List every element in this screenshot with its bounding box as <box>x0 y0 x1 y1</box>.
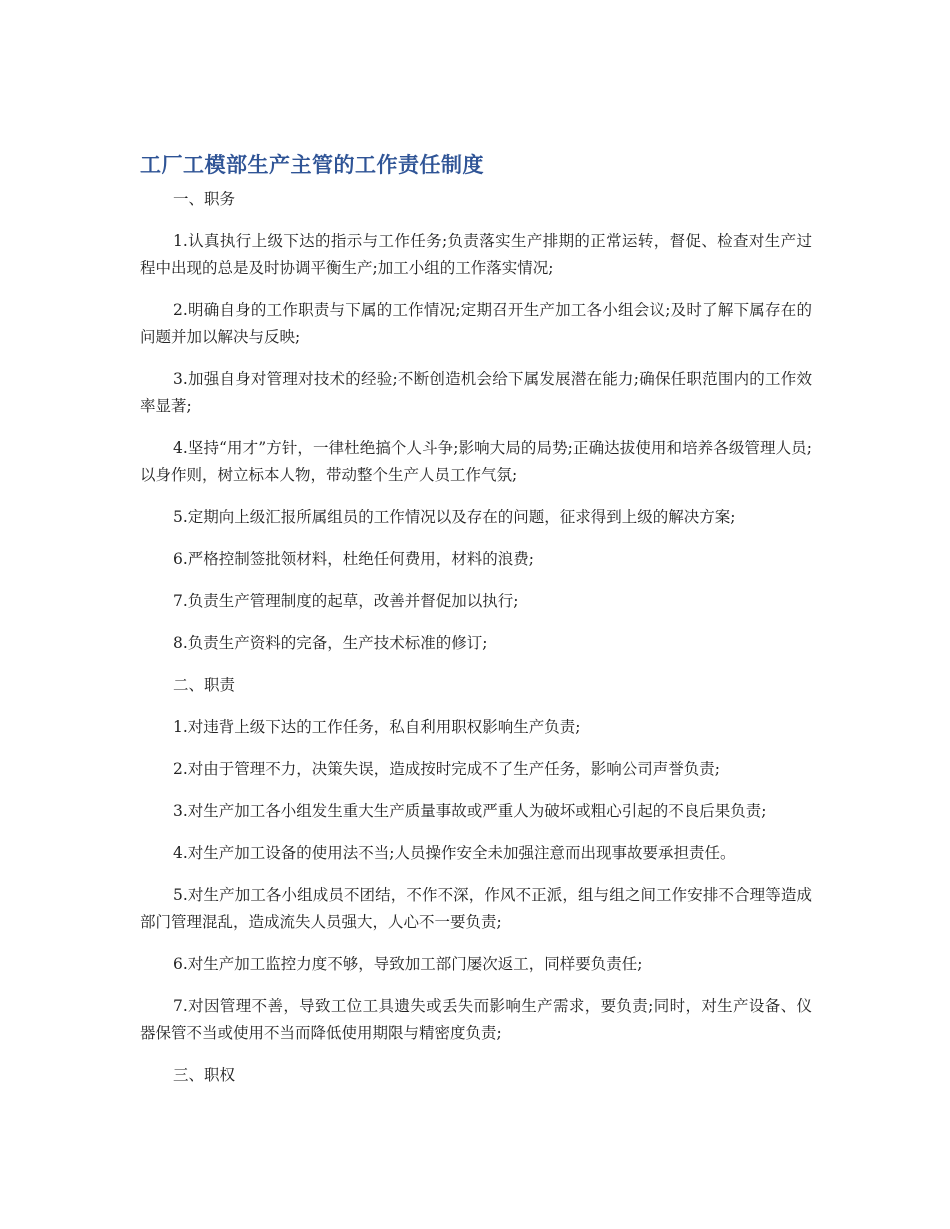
duty-item-5: 5.定期向上级汇报所属组员的工作情况以及存在的问题，征求得到上级的解决方案; <box>173 508 736 526</box>
responsibility-item-6: 6.对生产加工监控力度不够，导致加工部门屡次返工，同样要负责任; <box>173 955 643 973</box>
responsibility-item-3: 3.对生产加工各小组发生重大生产质量事故或严重人为破坏或粗心引起的不良后果负责; <box>173 802 767 820</box>
duty-item-7: 7.负责生产管理制度的起草，改善并督促加以执行; <box>173 592 519 610</box>
document-title: 工厂工模部生产主管的工作责任制度 <box>140 153 484 177</box>
duty-item-2: 2.明确自身的工作职责与下属的工作情况;定期召开生产加工各小组会议;及时了解下属存在的问题并加以解决与反映; <box>140 301 812 346</box>
responsibility-item-1: 1.对违背上级下达的工作任务，私自利用职权影响生产负责; <box>173 718 581 736</box>
responsibility-item-7: 7.对因管理不善，导致工位工具遗失或丢失而影响生产需求，要负责;同时，对生产设备、仪器保管不当或使用不当而降低使用期限与精密度负责; <box>140 997 812 1042</box>
responsibility-item-2: 2.对由于管理不力，决策失误，造成按时完成不了生产任务，影响公司声誉负责; <box>173 760 721 778</box>
duty-item-3: 3.加强自身对管理对技术的经验;不断创造机会给下属发展潜在能力;确保任职范围内的工作效率显著; <box>140 370 812 415</box>
responsibility-item-4: 4.对生产加工设备的使用法不当;人员操作安全未加强注意而出现事故要承担责任。 <box>173 844 736 862</box>
section-heading-authority: 三、职权 <box>173 1066 236 1084</box>
section-heading-responsibilities: 二、职责 <box>173 676 236 694</box>
duty-item-6: 6.严格控制签批领材料，杜绝任何费用，材料的浪费; <box>173 550 535 568</box>
responsibility-item-5: 5.对生产加工各小组成员不团结，不作不深，作风不正派，组与组之间工作安排不合理等造成部门管理混乱，造成流失人员强大，人心不一要负责; <box>140 886 812 931</box>
duty-item-8: 8.负责生产资料的完备，生产技术标准的修订; <box>173 634 488 652</box>
duty-item-1: 1.认真执行上级下达的指示与工作任务;负责落实生产排期的正常运转，督促、检查对生产过程中出现的总是及时协调平衡生产;加工小组的工作落实情况; <box>140 232 812 277</box>
section-heading-duties: 一、职务 <box>173 190 236 208</box>
duty-item-4: 4.坚持“用才”方针，一律杜绝搞个人斗争;影响大局的局势;正确达拔使用和培养各级管理人员;以身作则，树立标本人物，带动整个生产人员工作气氛; <box>140 439 812 484</box>
document-page <box>140 150 812 1089</box>
